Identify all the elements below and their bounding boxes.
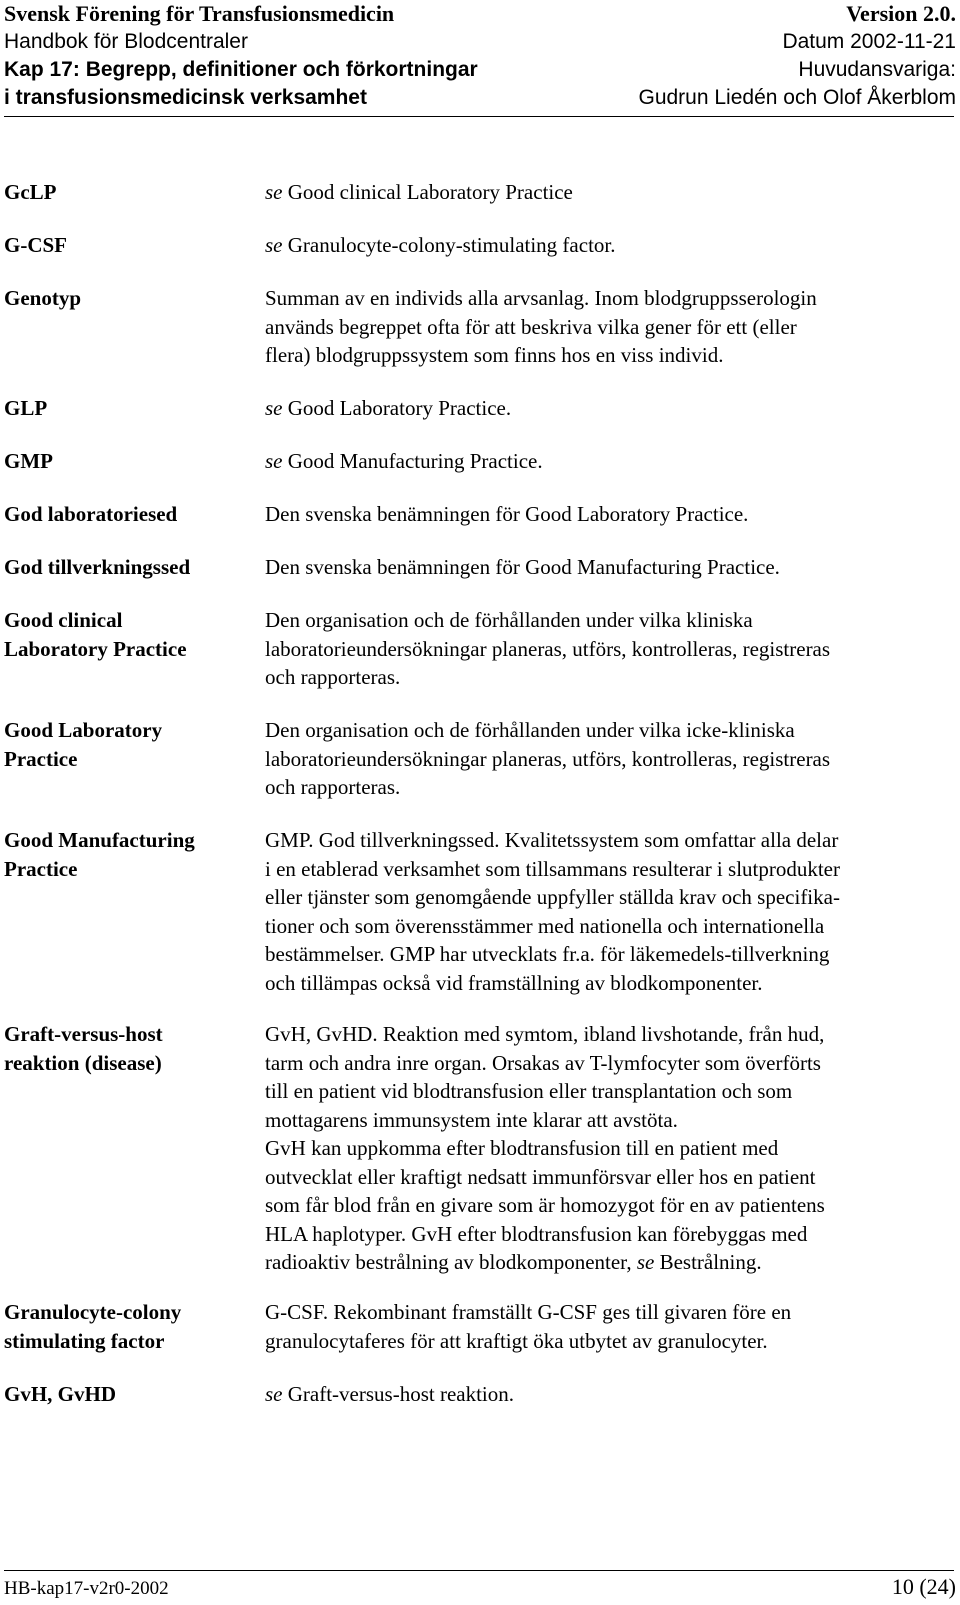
definition-line (265, 447, 957, 476)
definition-line: laboratorieundersökningar planeras, utförs, kontrolleras, registreras (265, 636, 831, 661)
term-line: GcLP (4, 180, 57, 204)
term-line: Laboratory Practice (4, 636, 187, 661)
term-line: GLP (4, 396, 48, 420)
glossary-definition (265, 231, 957, 260)
term-line: Practice (4, 856, 78, 881)
definition-line: och rapporteras. (265, 775, 401, 799)
chapter-subtitle: i transfusionsmedicinsk verksamhet (4, 86, 367, 109)
definition-line: Den organisation och de förhållanden under vilka kliniska (265, 608, 753, 632)
responsible-names: Gudrun Liedén och Olof Åkerblom (638, 86, 956, 109)
term-line: Good Laboratory (4, 718, 163, 742)
definition-line: i en etablerad verksamhet som tillsammans resulterar i slutprodukter (265, 856, 840, 881)
glossary-definition (265, 1380, 957, 1409)
definition-text: Good clinical Laboratory Practice (282, 180, 573, 204)
definition-line: och rapporteras. (265, 665, 401, 689)
definition-text: Good Laboratory Practice. (282, 396, 512, 420)
definition-line (265, 178, 957, 207)
glossary-term (4, 1020, 244, 1077)
see-reference: se (265, 449, 283, 473)
term-line: Good Manufacturing (4, 828, 195, 852)
responsible-label: Huvudansvariga: (798, 58, 956, 81)
definition-line: Den svenska benämningen för Good Manufacturing Practice. (265, 555, 780, 579)
glossary-term (4, 1298, 244, 1355)
glossary-term (4, 394, 244, 423)
see-reference: se (265, 1382, 283, 1406)
glossary-definition (265, 826, 957, 997)
glossary-term (4, 447, 244, 476)
definition-line: tioner och som överensstämmer med nationella och internationella (265, 913, 825, 938)
definition-line: tarm och andra inre organ. Orsakas av T-lymfocyter som överförts (265, 1050, 821, 1075)
document-id: HB-kap17-v2r0-2002 (4, 1578, 169, 1599)
term-line: GMP (4, 449, 53, 473)
definition-line: outvecklat eller kraftigt nedsatt immunförsvar eller hos en patient (265, 1164, 816, 1189)
definition-line: flera) blodgruppssystem som finns hos en viss individ. (265, 343, 724, 367)
term-line: stimulating factor (4, 1328, 165, 1353)
definition-line: G-CSF. Rekombinant framställt G-CSF ges till givaren före en (265, 1300, 792, 1324)
see-reference: se (636, 1250, 655, 1274)
term-line: G-CSF (4, 233, 67, 257)
glossary-definition (265, 1298, 957, 1355)
see-reference: se (265, 396, 283, 420)
term-line: God laboratoriesed (4, 502, 178, 526)
glossary-term (4, 716, 244, 773)
glossary-definition (265, 394, 957, 423)
page-number: 10 (24) (891, 1574, 956, 1599)
term-line: reaktion (disease) (4, 1050, 162, 1075)
footer-divider (4, 1570, 954, 1571)
definition-text: Good Manufacturing Practice. (282, 449, 543, 473)
term-line: Granulocyte-colony (4, 1300, 182, 1324)
definition-text: Bestrålning. (654, 1250, 762, 1274)
definition-line (265, 1380, 957, 1409)
definition-line: GMP. God tillverkningssed. Kvalitetssystem som omfattar alla delar (265, 828, 839, 852)
definition-text: Graft-versus-host reaktion. (282, 1382, 515, 1406)
glossary-term (4, 178, 244, 207)
see-reference: se (265, 180, 283, 204)
definition-text: radioaktiv bestrålning av blodkomponenter, (265, 1250, 637, 1274)
version-label: Version 2.0. (846, 1, 956, 26)
definition-line: och tillämpas också vid framställning av blodkomponenter. (265, 970, 763, 995)
see-reference: se (265, 233, 283, 257)
glossary-definition (265, 606, 957, 692)
header-divider (4, 116, 954, 117)
glossary-term (4, 500, 244, 529)
term-line: Practice (4, 746, 78, 771)
definition-line: bestämmelser. GMP har utvecklats fr.a. för läkemedels-tillverkning (265, 942, 830, 966)
glossary-term (4, 284, 244, 313)
definition-line: som får blod från en givare som är homozygot för en av patientens (265, 1193, 825, 1217)
definition-line: till en patient vid blodtransfusion eller transplantation och som (265, 1079, 793, 1103)
organization-name: Svensk Förening för Transfusionsmedicin (4, 1, 395, 26)
date-label: Datum 2002-11-21 (782, 30, 956, 53)
glossary-definition (265, 553, 957, 582)
definition-line (265, 231, 957, 260)
definition-line: GvH, GvHD. Reaktion med symtom, ibland livshotande, från hud, (265, 1022, 825, 1046)
definition-line: Summan av en individs alla arvsanlag. Inom blodgruppsserologin (265, 286, 817, 310)
term-line: God tillverkningssed (4, 555, 191, 579)
glossary-term (4, 826, 244, 883)
definition-line: mottagarens immunsystem inte klarar att avstöta. (265, 1107, 678, 1132)
glossary-term (4, 231, 244, 260)
term-line: GvH, GvHD (4, 1382, 117, 1406)
glossary-term (4, 1380, 244, 1409)
definition-line: HLA haplotyper. GvH efter blodtransfusion kan förebyggas med (265, 1221, 808, 1246)
definition-line: Den organisation och de förhållanden under vilka icke-kliniska (265, 718, 795, 742)
definition-line: Den svenska benämningen för Good Laboratory Practice. (265, 502, 749, 526)
definition-line: granulocytaferes för att kraftigt öka utbytet av granulocyter. (265, 1328, 768, 1353)
glossary-definition (265, 178, 957, 207)
definition-line: eller tjänster som genomgående uppfyller ställda krav och specifika- (265, 885, 840, 909)
page-footer (4, 1574, 956, 1600)
definition-text: Granulocyte-colony-stimulating factor. (282, 233, 616, 257)
glossary-definition (265, 447, 957, 476)
glossary-definition (265, 1020, 957, 1277)
glossary-definition (265, 716, 957, 802)
term-line: Good clinical (4, 608, 123, 632)
chapter-title: Kap 17: Begrepp, definitioner och förkortningar (4, 58, 478, 81)
definition-line (265, 394, 957, 423)
definition-line: används begreppet ofta för att beskriva vilka gener för ett (eller (265, 314, 797, 339)
term-line: Graft-versus-host (4, 1022, 163, 1046)
page-header (4, 0, 956, 112)
glossary-term (4, 606, 244, 663)
glossary-term (4, 553, 244, 582)
glossary-definition (265, 500, 957, 529)
glossary-definition (265, 284, 957, 370)
definition-line: laboratorieundersökningar planeras, utförs, kontrolleras, registreras (265, 746, 831, 771)
definition-line (265, 1248, 957, 1277)
definition-line: GvH kan uppkomma efter blodtransfusion till en patient med (265, 1136, 779, 1160)
handbook-title: Handbok för Blodcentraler (4, 30, 248, 53)
term-line: Genotyp (4, 286, 82, 310)
